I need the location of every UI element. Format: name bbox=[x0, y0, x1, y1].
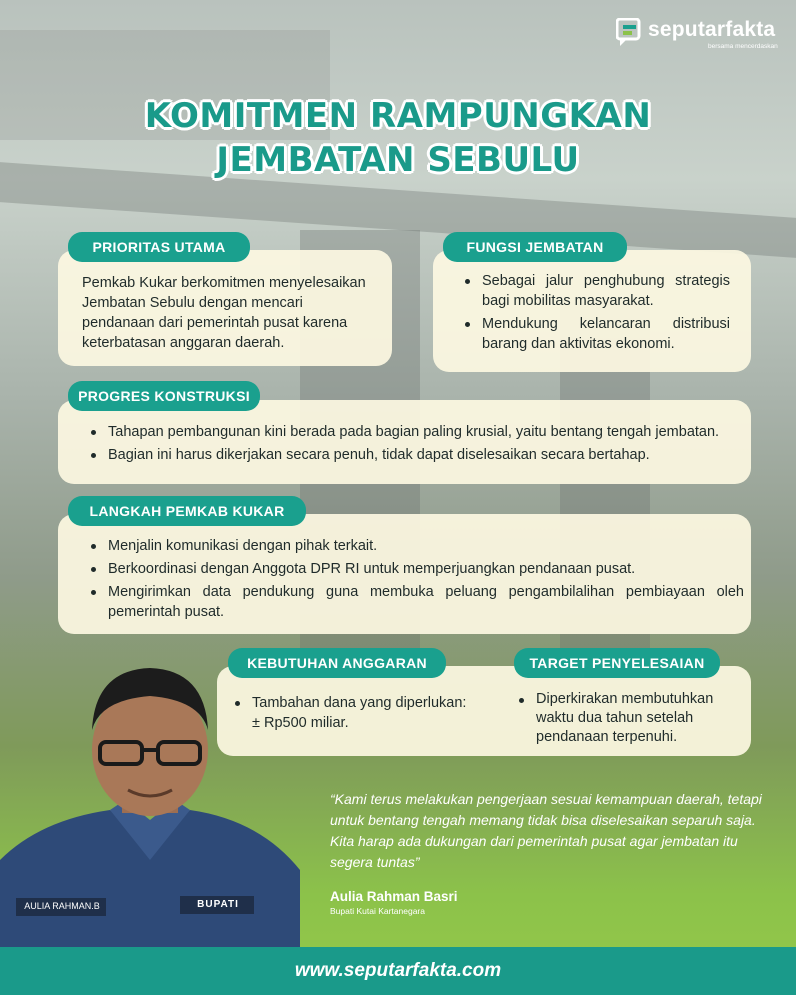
quote-text: “Kami terus melakukan pengerjaan sesuai kemampuan daerah, tetapi untuk bentang tengah memang tidak bisa diselesaikan separuh saja. Kita harap ada dukungan dari pemerintah pusat agar jembatan itu segera tuntas” bbox=[330, 791, 762, 870]
fungsi-label: FUNGSI JEMBATAN bbox=[443, 232, 627, 262]
prioritas-text: Pemkab Kukar berkomitmen menyelesaikan Jembatan Sebulu dengan mencari pendanaan dari pemerintah pusat karena keterbatasan anggaran daerah. bbox=[82, 275, 366, 351]
footer-url-link[interactable]: www.seputarfakta.com bbox=[294, 960, 502, 981]
anggaran-label: KEBUTUHAN ANGGARAN bbox=[228, 648, 446, 678]
brand-tagline: bersama mencerdaskan bbox=[708, 43, 778, 50]
brand-logo[interactable] bbox=[616, 16, 786, 52]
seputarfakta-logo-icon bbox=[616, 18, 644, 48]
langkah-list bbox=[84, 536, 744, 625]
list-item: Berkoordinasi dengan Anggota DPR RI untuk memperjuangkan pendanaan pusat. bbox=[84, 559, 744, 579]
prioritas-label: PRIORITAS UTAMA bbox=[68, 232, 250, 262]
brand-name: seputarfakta bbox=[648, 18, 776, 41]
person-name-tag: AULIA RAHMAN.B bbox=[24, 901, 100, 911]
quote-author-name: Aulia Rahman Basri bbox=[330, 889, 458, 904]
page-title-line1: KOMITMEN RAMPUNGKAN bbox=[144, 96, 652, 136]
list-item: Tambahan dana yang diperlukan: ± Rp500 miliar. bbox=[228, 693, 468, 733]
progres-list bbox=[84, 422, 748, 468]
target-list bbox=[512, 690, 746, 750]
footer-bar bbox=[0, 947, 796, 995]
progres-label: PROGRES KONSTRUKSI bbox=[68, 381, 260, 411]
person-badge: BUPATI bbox=[197, 899, 239, 910]
list-item: Bagian ini harus dikerjakan secara penuh, tidak dapat diselesaikan secara bertahap. bbox=[84, 445, 748, 465]
list-item: Tahapan pembangunan kini berada pada bagian paling krusial, yaitu bentang tengah jembatan. bbox=[84, 422, 748, 442]
list-item: Mendukung kelancaran distribusi barang dan aktivitas ekonomi. bbox=[458, 314, 730, 354]
page-title-line2: JEMBATAN SEBULU bbox=[216, 140, 580, 180]
langkah-label: LANGKAH PEMKAB KUKAR bbox=[68, 496, 306, 526]
list-item: Sebagai jalur penghubung strategis bagi mobilitas masyarakat. bbox=[458, 271, 730, 311]
target-label: TARGET PENYELESAIAN bbox=[514, 648, 720, 678]
quote-author-role: Bupati Kutai Kartanegara bbox=[330, 906, 425, 916]
fungsi-list bbox=[458, 271, 730, 357]
list-item: Menjalin komunikasi dengan pihak terkait. bbox=[84, 536, 744, 556]
list-item: Mengirimkan data pendukung guna membuka peluang pengambilalihan pembiayaan oleh pemerintah pusat. bbox=[84, 582, 744, 622]
list-item: Diperkirakan membutuhkan waktu dua tahun setelah pendanaan terpenuhi. bbox=[512, 690, 746, 747]
